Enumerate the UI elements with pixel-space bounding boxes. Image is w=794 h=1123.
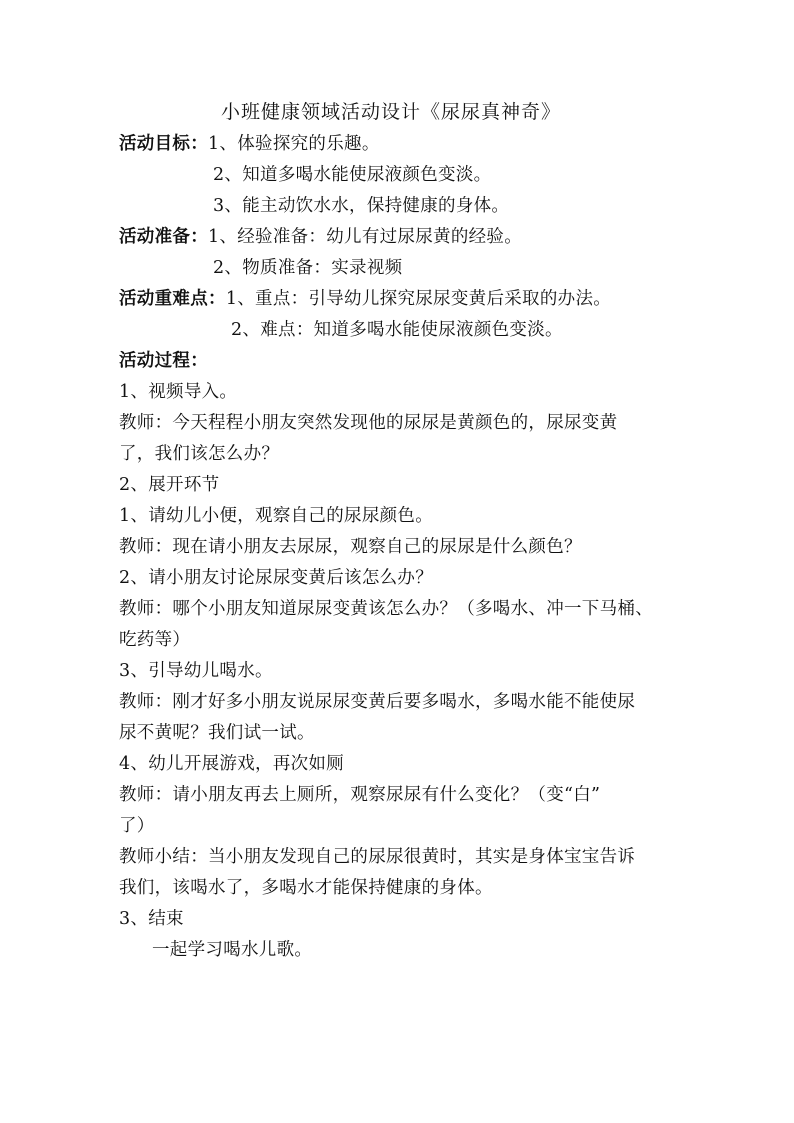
prep-label: 活动准备：	[119, 227, 208, 247]
process-line: 2、展开环节	[119, 475, 220, 495]
process-line: 教师小结：当小朋友发现自己的尿尿很黄时，其实是身体宝宝告诉	[119, 847, 636, 867]
key-line-1	[119, 288, 611, 310]
process-line: 教师：现在请小朋友去尿尿，观察自己的尿尿是什么颜色？	[119, 537, 582, 557]
goal-item: 3、能主动饮水水，保持健康的身体。	[213, 196, 510, 216]
process-line: 吃药等）	[119, 630, 191, 650]
process-line: 2、请小朋友讨论尿尿变黄后该怎么办？	[119, 568, 434, 588]
process-line: 教师：刚才好多小朋友说尿尿变黄后要多喝水，多喝水能不能使尿	[119, 692, 636, 712]
goals-label: 活动目标：	[119, 134, 208, 154]
goals-line-1	[119, 133, 380, 155]
process-line: 一起学习喝水儿歌。	[152, 940, 313, 960]
process-line: 了）	[119, 816, 155, 836]
process-line: 教师：请小朋友再去上厕所，观察尿尿有什么变化？（变“白”	[119, 785, 601, 805]
key-item: 2、难点：知道多喝水能使尿液颜色变淡。	[231, 320, 563, 340]
process-line: 1、请幼儿小便，观察自己的尿尿颜色。	[119, 506, 434, 526]
key-label: 活动重难点：	[119, 289, 226, 309]
process-line: 1、视频导入。	[119, 382, 238, 402]
prep-item: 2、物质准备：实录视频	[213, 258, 403, 278]
goal-item: 1、体验探究的乐趣。	[208, 134, 380, 154]
process-line: 教师：今天程程小朋友突然发现他的尿尿是黄颜色的，尿尿变黄	[119, 413, 618, 433]
process-line: 尿不黄呢？我们试一试。	[119, 723, 315, 743]
process-line: 3、引导幼儿喝水。	[119, 661, 273, 681]
process-line: 4、幼儿开展游戏，再次如厕	[119, 754, 345, 774]
process-line: 我们，该喝水了，多喝水才能保持健康的身体。	[119, 878, 493, 898]
process-line: 了，我们该怎么办？	[119, 444, 280, 464]
process-line: 教师：哪个小朋友知道尿尿变黄该怎么办？（多喝水、冲一下马桶、	[119, 599, 653, 619]
process-line: 3、结束	[119, 909, 184, 929]
process-label: 活动过程：	[119, 351, 208, 371]
prep-item: 1、经验准备：幼儿有过尿尿黄的经验。	[208, 227, 523, 247]
key-item: 1、重点：引导幼儿探究尿尿变黄后采取的办法。	[225, 289, 612, 309]
prep-line-1	[119, 226, 522, 248]
goal-item: 2、知道多喝水能使尿液颜色变淡。	[213, 165, 492, 185]
document-title: 小班健康领域活动设计《尿尿真神奇》	[221, 101, 562, 123]
